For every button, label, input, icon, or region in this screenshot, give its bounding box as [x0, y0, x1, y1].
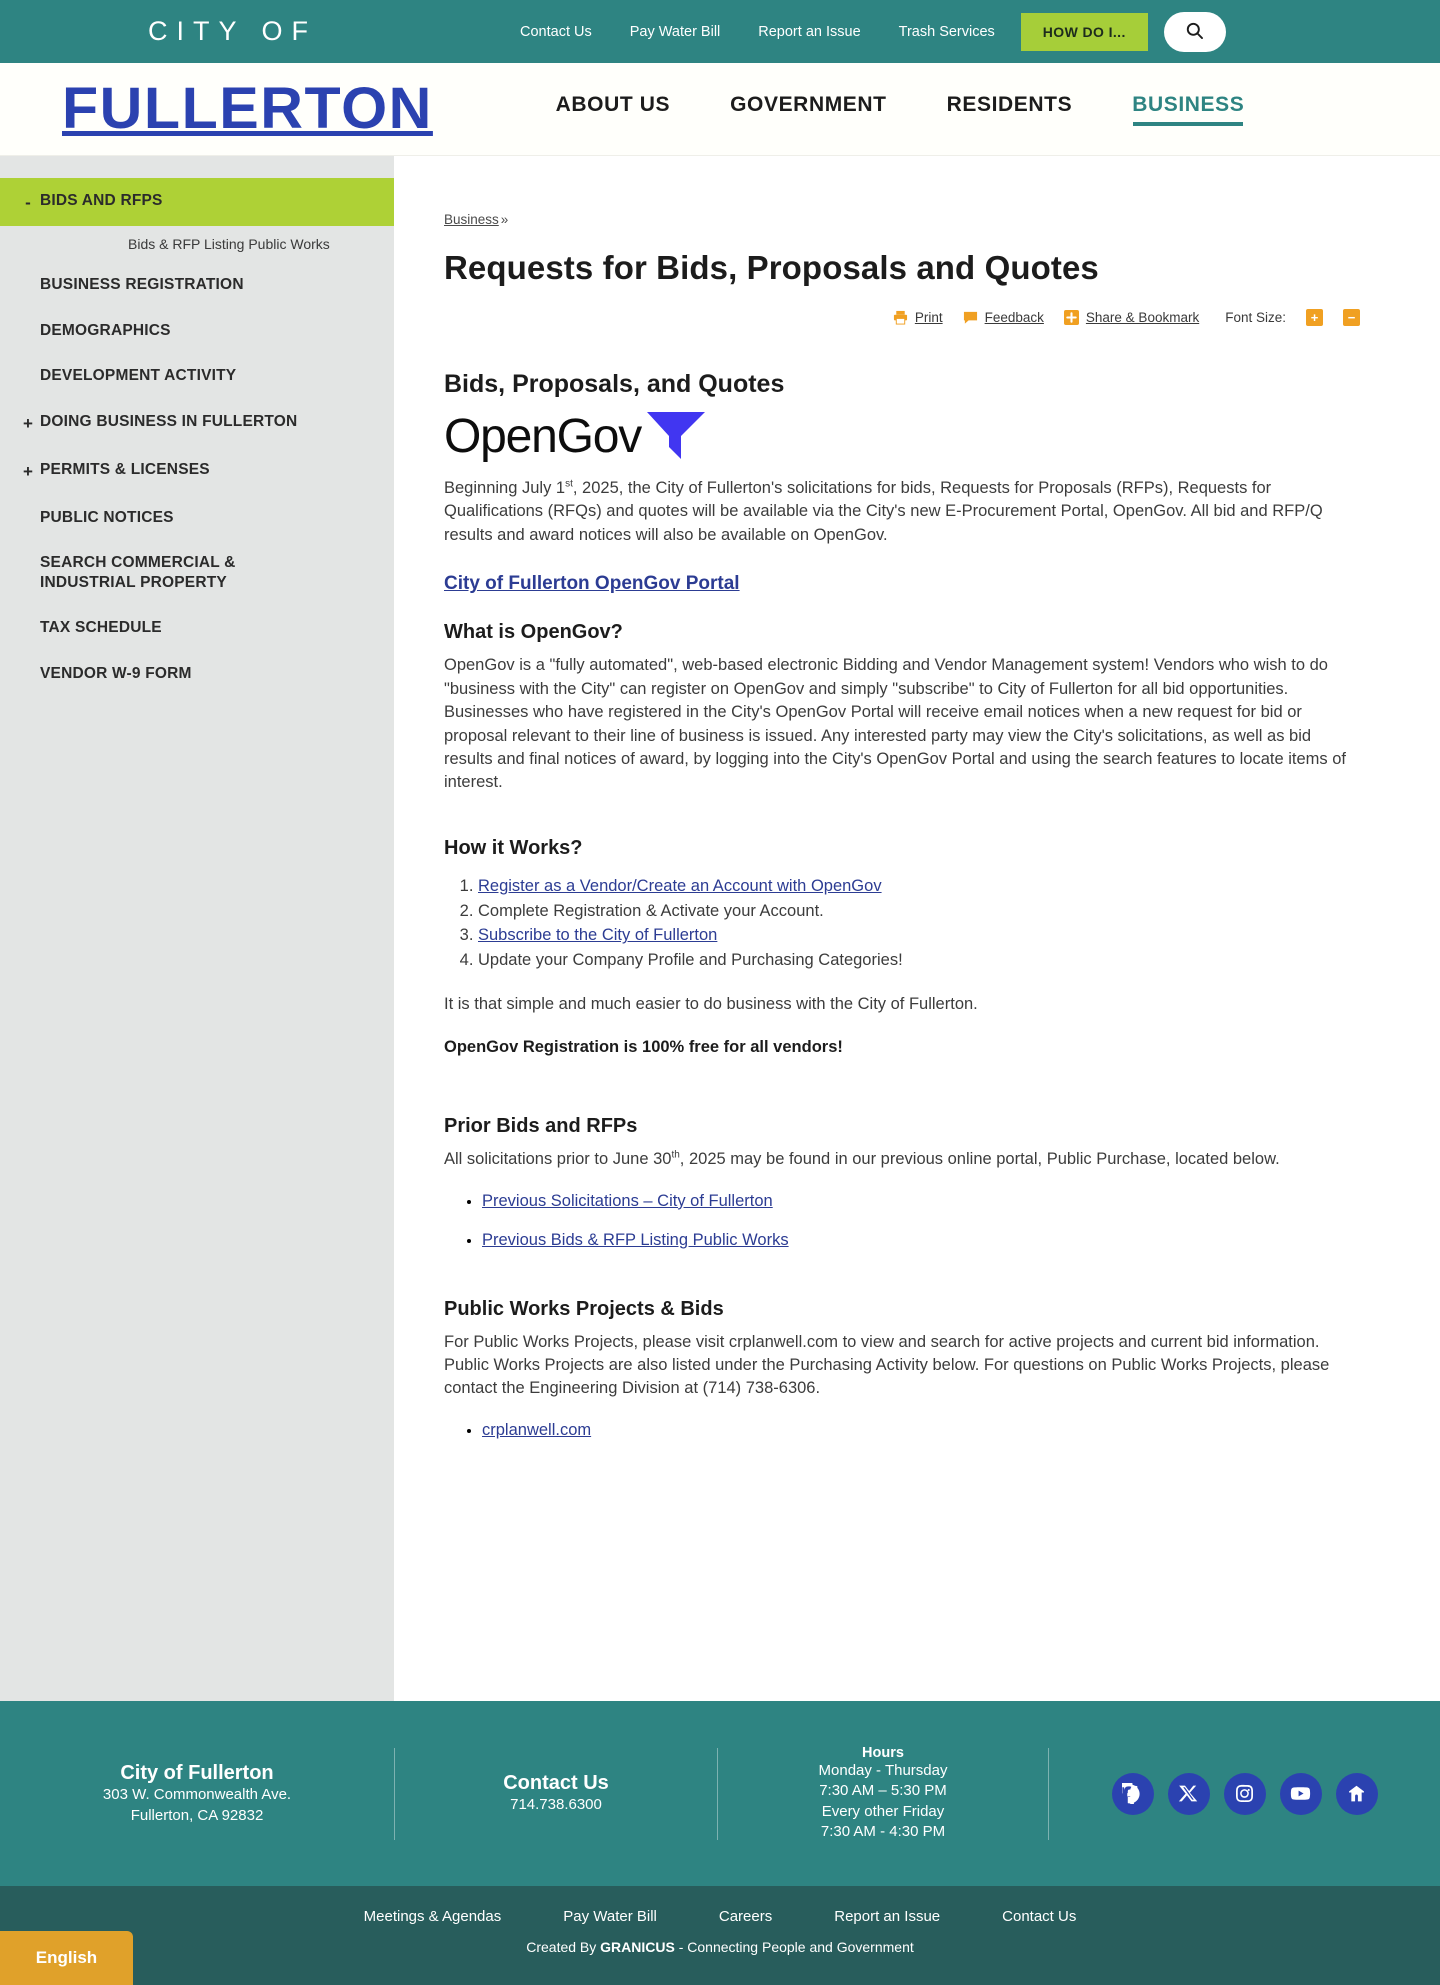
breadcrumb — [444, 212, 1362, 227]
facebook-icon[interactable] — [1112, 1773, 1154, 1815]
sidebar-item-label: SEARCH COMMERCIAL & INDUSTRIAL PROPERTY — [40, 554, 236, 591]
credit-pre: Created By — [526, 1939, 601, 1955]
heading-prior-bids-and-rfps: Prior Bids and RFPs — [444, 1115, 638, 1138]
simple-line-text: It is that simple and much easier to do business with the City of Fullerton. — [444, 994, 978, 1013]
utility-link-pay-water-bill[interactable]: Pay Water Bill — [629, 23, 721, 40]
sidebar-item-doing-business-in-fullerton[interactable] — [0, 399, 394, 447]
public-works-links — [482, 1421, 1362, 1440]
footer-bottom-links — [0, 1908, 1440, 1925]
list-item: 4. Update your Company Profile and Purchasing Categories! — [478, 948, 1362, 973]
toggle-placeholder — [16, 275, 40, 276]
sidebar-item-label: TAX SCHEDULE — [40, 619, 162, 637]
footer-link-contact-us[interactable]: Contact Us — [1002, 1908, 1077, 1925]
site-logo-fullerton[interactable]: FULLERTON — [62, 76, 433, 141]
sidebar-item-label: BUSINESS REGISTRATION — [40, 276, 244, 294]
opengov-portal-link[interactable]: City of Fullerton OpenGov Portal — [444, 573, 740, 595]
city-of-text: CITY OF — [148, 16, 318, 46]
footer-social-block — [1049, 1773, 1440, 1815]
heading-how-it-works: How it Works? — [444, 836, 583, 859]
toggle-placeholder — [16, 508, 40, 509]
nav-item-about-us[interactable]: ABOUT US — [555, 92, 671, 116]
prior-bids-body — [444, 1148, 1362, 1171]
link-crplanwell[interactable]: crplanwell.com — [482, 1420, 592, 1439]
sidebar-item-vendor-w9-form[interactable] — [0, 651, 394, 696]
utility-link-contact-us[interactable]: Contact Us — [520, 23, 592, 40]
footer-hours-line: 7:30 AM – 5:30 PM — [819, 1782, 947, 1800]
main-navigation — [0, 63, 1440, 156]
section-heading-bids-proposals-quotes: Bids, Proposals, and Quotes — [444, 370, 785, 398]
main-content — [394, 156, 1440, 1701]
footer-hours-block — [718, 1745, 1048, 1842]
utility-link-trash-services[interactable]: Trash Services — [898, 23, 995, 40]
sidebar-item-tax-schedule[interactable] — [0, 605, 394, 650]
language-selector-button[interactable]: English — [0, 1931, 133, 1985]
expand-toggle-icon[interactable]: + — [23, 461, 33, 481]
credit-brand: GRANICUS — [600, 1939, 675, 1955]
nextdoor-icon[interactable] — [1336, 1773, 1378, 1815]
intro-ordinal-suffix: st — [565, 478, 573, 490]
prior-bids-links — [482, 1192, 1362, 1250]
footer-link-careers[interactable]: Careers — [718, 1908, 773, 1925]
opengov-logo — [444, 411, 1362, 463]
share-and-bookmark-button[interactable] — [1064, 310, 1199, 325]
intro-pre: Beginning July 1 — [444, 479, 566, 497]
breadcrumb-separator: » — [500, 212, 509, 227]
step-link-register-vendor[interactable]: Register as a Vendor/Create an Account with OpenGov — [478, 876, 882, 895]
print-button[interactable] — [893, 310, 943, 325]
link-previous-solicitations[interactable]: Previous Solicitations – City of Fullerton — [482, 1191, 773, 1210]
opengov-triangle-icon — [645, 409, 707, 466]
opengov-wordmark: OpenGov — [444, 410, 642, 463]
comment-icon — [963, 310, 978, 325]
sidebar-item-label: DEMOGRAPHICS — [40, 321, 171, 339]
list-item — [482, 1192, 1362, 1211]
footer-city-block — [0, 1761, 394, 1826]
youtube-icon[interactable] — [1280, 1773, 1322, 1815]
font-size-increase-button[interactable]: + — [1306, 309, 1323, 326]
toggle-placeholder — [16, 664, 40, 665]
share-plus-icon — [1064, 310, 1079, 325]
footer-link-pay-water-bill[interactable]: Pay Water Bill — [563, 1908, 657, 1925]
x-twitter-icon[interactable] — [1168, 1773, 1210, 1815]
toggle-placeholder — [16, 618, 40, 619]
sidebar-navigation — [0, 156, 394, 1701]
footer-address-line-1: 303 W. Commonwealth Ave. — [102, 1786, 292, 1804]
footer-main — [0, 1701, 1440, 1886]
how-it-works-steps — [478, 874, 1362, 973]
sidebar-item-label: VENDOR W-9 FORM — [40, 664, 192, 682]
social-links — [1112, 1773, 1378, 1815]
footer-contact-block — [395, 1771, 717, 1815]
sidebar-item-development-activity[interactable] — [0, 353, 394, 398]
printer-icon — [893, 310, 908, 325]
intro-post: , 2025, the City of Fullerton's solicitations for bids, Requests for Proposals (RFPs), Requests for Qualifications (RFQs) and quotes will be available via the City's new E-Procurement Portal, OpenGov. All bid and RFP/Q results and award notices will also be available on OpenGov. — [444, 479, 1323, 544]
footer-contact-title: Contact Us — [503, 1772, 609, 1795]
sidebar-item-demographics[interactable] — [0, 308, 394, 353]
prior-post: , 2025 may be found in our previous online portal, Public Purchase, located below. — [679, 1150, 1280, 1169]
footer-link-meetings-agendas[interactable]: Meetings & Agendas — [363, 1908, 502, 1925]
instagram-icon[interactable] — [1224, 1773, 1266, 1815]
sidebar-subitem-bids-rfp-listing-public-works[interactable]: Bids & RFP Listing Public Works — [128, 236, 330, 253]
footer-contact-phone[interactable]: 714.738.6300 — [510, 1796, 602, 1814]
list-item — [482, 1231, 1362, 1250]
share-label: Share & Bookmark — [1085, 310, 1200, 325]
public-works-body: For Public Works Projects, please visit crplanwell.com to view and search for active projects and current bid information. Public Works Projects are also listed under the Purchasing Activity below. For questions on Public Works Projects, please contact the Engineering Division at (714) 738-6306. — [444, 1332, 1330, 1398]
footer-bottom — [0, 1886, 1440, 1985]
footer-credit — [0, 1939, 1440, 1955]
feedback-label: Feedback — [984, 310, 1044, 325]
toggle-placeholder — [16, 366, 40, 367]
page-layout — [0, 156, 1440, 1701]
page-tools-toolbar — [444, 309, 1362, 326]
prior-ordinal-suffix: th — [671, 1149, 680, 1161]
utility-links — [520, 24, 995, 40]
breadcrumb-link-business[interactable]: Business — [444, 212, 499, 227]
font-size-decrease-button[interactable]: − — [1343, 309, 1360, 326]
list-item: 2. Complete Registration & Activate your Account. — [478, 899, 1362, 924]
footer-hours-title: Hours — [862, 1745, 904, 1761]
credit-post: - Connecting People and Government — [674, 1939, 914, 1955]
footer-hours-line: 7:30 AM - 4:30 PM — [820, 1822, 946, 1840]
list-item — [478, 923, 1362, 948]
heading-what-is-opengov: What is OpenGov? — [444, 621, 623, 644]
search-button[interactable] — [1164, 12, 1226, 52]
font-size-label: Font Size: — [1225, 310, 1286, 325]
how-do-i-button[interactable]: HOW DO I... — [1021, 13, 1148, 51]
prior-pre: All solicitations prior to June 30 — [444, 1150, 672, 1169]
page-title: Requests for Bids, Proposals and Quotes — [444, 249, 1099, 286]
list-item — [478, 874, 1362, 899]
footer-link-report-an-issue[interactable]: Report an Issue — [834, 1908, 941, 1925]
list-item — [482, 1421, 1362, 1440]
expand-toggle-icon[interactable]: + — [23, 413, 33, 433]
sidebar-item-business-registration[interactable] — [0, 262, 394, 307]
sidebar-item-label: DEVELOPMENT ACTIVITY — [40, 367, 237, 385]
collapse-toggle-icon[interactable]: - — [25, 193, 31, 212]
footer-address-line-2: Fullerton, CA 92832 — [130, 1806, 264, 1824]
feedback-button[interactable] — [963, 310, 1044, 325]
print-label: Print — [914, 310, 943, 325]
search-icon — [1185, 21, 1204, 43]
link-previous-bids-rfp-listing[interactable]: Previous Bids & RFP Listing Public Works — [482, 1230, 789, 1249]
footer-hours-line: Monday - Thursday — [818, 1762, 948, 1779]
sidebar-item-label: PERMITS & LICENSES — [40, 460, 210, 478]
sidebar-item-bids-and-rfps[interactable] — [0, 178, 394, 226]
primary-nav-items — [556, 93, 1245, 126]
free-registration-text: OpenGov Registration is 100% free for all vendors! — [444, 1038, 843, 1057]
intro-paragraph — [444, 477, 1362, 547]
nav-item-government[interactable]: GOVERNMENT — [730, 92, 887, 116]
heading-public-works-projects-bids: Public Works Projects & Bids — [444, 1297, 724, 1320]
top-utility-bar — [0, 0, 1440, 63]
sidebar-item-public-notices[interactable] — [0, 495, 394, 540]
nav-item-business[interactable]: BUSINESS — [1132, 93, 1244, 126]
sidebar-item-permits-and-licenses[interactable] — [0, 447, 394, 495]
footer-hours-line: Every other Friday — [821, 1802, 945, 1820]
toggle-placeholder — [16, 553, 40, 554]
footer-city-name: City of Fullerton — [120, 1762, 274, 1785]
utility-link-report-an-issue[interactable]: Report an Issue — [758, 23, 861, 40]
nav-item-residents[interactable]: RESIDENTS — [946, 92, 1073, 116]
step-link-subscribe-city[interactable]: Subscribe to the City of Fullerton — [478, 926, 718, 945]
sidebar-item-label: DOING BUSINESS IN FULLERTON — [40, 412, 298, 430]
toggle-placeholder — [16, 321, 40, 322]
sidebar-item-search-commercial-industrial-property[interactable] — [0, 540, 394, 605]
what-is-opengov-body: OpenGov is a "fully automated", web-based electronic Bidding and Vendor Management system! Vendors who wish to do "business with the City" can register on OpenGov and simply "subscribe" to City of Fullerton for all bid opportunities. Businesses who have registered in the City's OpenGov Portal will receive email notices when a new request for bid or proposal relevant to their line of business is issued. Any interested party may view the City's solicitations, as well as bid results and final notices of award, by logging into the City's OpenGov Portal and using the search features to locate items of interest. — [444, 656, 1346, 792]
sidebar-item-label: PUBLIC NOTICES — [40, 509, 174, 527]
sidebar-item-label: BIDS AND RFPS — [40, 192, 163, 209]
